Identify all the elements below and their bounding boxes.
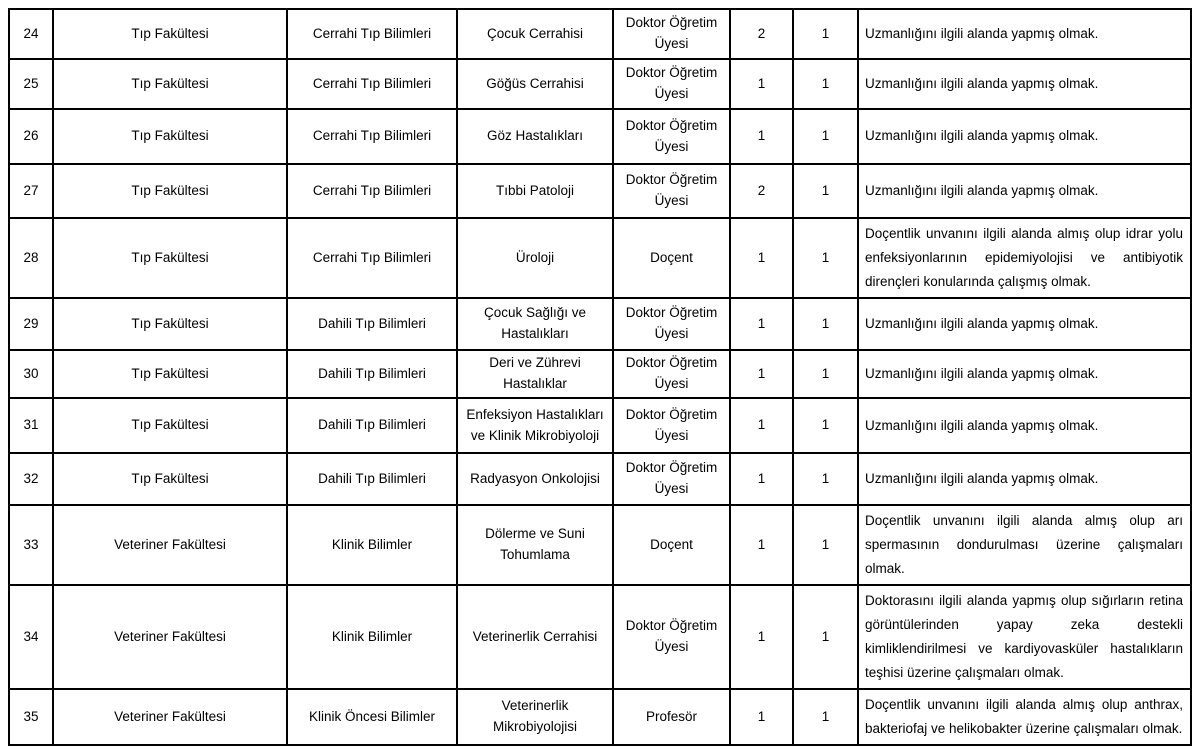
grade-cell: 1 — [793, 298, 858, 350]
grade-cell: 1 — [793, 398, 858, 453]
requirement-cell: Doçentlik unvanını ilgili alanda almış olup idrar yolu enfeksiyonlarının epidemiyolojisi ve antibiyotik dirençleri konularında çalışmış olmak. — [858, 218, 1191, 298]
grade-cell: 1 — [793, 453, 858, 505]
row-number: 30 — [9, 350, 53, 398]
department-cell: Cerrahi Tıp Bilimleri — [287, 109, 457, 164]
row-number: 25 — [9, 59, 53, 109]
program-cell: Üroloji — [457, 218, 613, 298]
title-cell: Doktor Öğretim Üyesi — [613, 109, 730, 164]
program-cell: Çocuk Sağlığı ve Hastalıkları — [457, 298, 613, 350]
title-cell: Doktor Öğretim Üyesi — [613, 9, 730, 59]
faculty-cell: Tıp Fakültesi — [53, 59, 287, 109]
table-row — [9, 505, 1191, 585]
row-number: 29 — [9, 298, 53, 350]
department-cell: Dahili Tıp Bilimleri — [287, 350, 457, 398]
grade-cell: 1 — [793, 59, 858, 109]
count-cell: 2 — [730, 164, 793, 218]
count-cell: 1 — [730, 298, 793, 350]
count-cell: 1 — [730, 585, 793, 689]
table-row — [9, 59, 1191, 109]
table-row — [9, 689, 1191, 745]
program-cell: Radyasyon Onkolojisi — [457, 453, 613, 505]
requirement-cell: Uzmanlığını ilgili alanda yapmış olmak. — [858, 59, 1191, 109]
row-number: 26 — [9, 109, 53, 164]
faculty-cell: Veteriner Fakültesi — [53, 689, 287, 745]
table-body — [9, 9, 1191, 745]
program-cell: Veterinerlik Cerrahisi — [457, 585, 613, 689]
title-cell: Profesör — [613, 689, 730, 745]
requirement-cell: Uzmanlığını ilgili alanda yapmış olmak. — [858, 109, 1191, 164]
faculty-cell: Tıp Fakültesi — [53, 9, 287, 59]
title-cell: Doktor Öğretim Üyesi — [613, 398, 730, 453]
department-cell: Dahili Tıp Bilimleri — [287, 298, 457, 350]
faculty-cell: Tıp Fakültesi — [53, 350, 287, 398]
count-cell: 2 — [730, 9, 793, 59]
program-cell: Deri ve Zührevi Hastalıklar — [457, 350, 613, 398]
department-cell: Klinik Öncesi Bilimler — [287, 689, 457, 745]
department-cell: Klinik Bilimler — [287, 585, 457, 689]
title-cell: Doçent — [613, 505, 730, 585]
table-row — [9, 453, 1191, 505]
title-cell: Doçent — [613, 218, 730, 298]
requirement-cell: Uzmanlığını ilgili alanda yapmış olmak. — [858, 164, 1191, 218]
table-row — [9, 350, 1191, 398]
count-cell: 1 — [730, 350, 793, 398]
count-cell: 1 — [730, 109, 793, 164]
requirement-cell: Doçentlik unvanını ilgili alanda almış olup anthrax, bakteriofaj ve helikobakter üzerine çalışmaları olmak. — [858, 689, 1191, 745]
requirement-cell: Uzmanlığını ilgili alanda yapmış olmak. — [858, 298, 1191, 350]
count-cell: 1 — [730, 398, 793, 453]
title-cell: Doktor Öğretim Üyesi — [613, 59, 730, 109]
faculty-cell: Tıp Fakültesi — [53, 164, 287, 218]
program-cell: Veterinerlik Mikrobiyolojisi — [457, 689, 613, 745]
requirement-cell: Uzmanlığını ilgili alanda yapmış olmak. — [858, 9, 1191, 59]
grade-cell: 1 — [793, 109, 858, 164]
title-cell: Doktor Öğretim Üyesi — [613, 164, 730, 218]
title-cell: Doktor Öğretim Üyesi — [613, 453, 730, 505]
grade-cell: 1 — [793, 164, 858, 218]
count-cell: 1 — [730, 218, 793, 298]
faculty-cell: Tıp Fakültesi — [53, 298, 287, 350]
requirement-cell: Doktorasını ilgili alanda yapmış olup sığırların retina görüntülerinden yapay zeka destekli kimliklendirilmesi ve kardiyovasküler hastalıkların teşhisi üzerine çalışmaları olmak. — [858, 585, 1191, 689]
program-cell: Göğüs Cerrahisi — [457, 59, 613, 109]
department-cell: Cerrahi Tıp Bilimleri — [287, 9, 457, 59]
row-number: 34 — [9, 585, 53, 689]
row-number: 33 — [9, 505, 53, 585]
program-cell: Göz Hastalıkları — [457, 109, 613, 164]
table-row — [9, 164, 1191, 218]
academic-positions-table — [8, 8, 1192, 746]
row-number: 31 — [9, 398, 53, 453]
department-cell: Klinik Bilimler — [287, 505, 457, 585]
table-row — [9, 109, 1191, 164]
title-cell: Doktor Öğretim Üyesi — [613, 350, 730, 398]
table-row — [9, 585, 1191, 689]
row-number: 27 — [9, 164, 53, 218]
row-number: 28 — [9, 218, 53, 298]
row-number: 35 — [9, 689, 53, 745]
grade-cell: 1 — [793, 9, 858, 59]
count-cell: 1 — [730, 689, 793, 745]
grade-cell: 1 — [793, 505, 858, 585]
requirement-cell: Uzmanlığını ilgili alanda yapmış olmak. — [858, 398, 1191, 453]
department-cell: Cerrahi Tıp Bilimleri — [287, 164, 457, 218]
faculty-cell: Veteriner Fakültesi — [53, 505, 287, 585]
count-cell: 1 — [730, 453, 793, 505]
department-cell: Cerrahi Tıp Bilimleri — [287, 218, 457, 298]
department-cell: Dahili Tıp Bilimleri — [287, 453, 457, 505]
row-number: 24 — [9, 9, 53, 59]
title-cell: Doktor Öğretim Üyesi — [613, 298, 730, 350]
table-row — [9, 218, 1191, 298]
grade-cell: 1 — [793, 350, 858, 398]
table-row — [9, 9, 1191, 59]
requirement-cell: Uzmanlığını ilgili alanda yapmış olmak. — [858, 350, 1191, 398]
faculty-cell: Tıp Fakültesi — [53, 398, 287, 453]
program-cell: Tıbbi Patoloji — [457, 164, 613, 218]
requirement-cell: Uzmanlığını ilgili alanda yapmış olmak. — [858, 453, 1191, 505]
requirement-cell: Doçentlik unvanını ilgili alanda almış olup arı spermasının dondurulması üzerine çalışmaları olmak. — [858, 505, 1191, 585]
count-cell: 1 — [730, 505, 793, 585]
table-row — [9, 398, 1191, 453]
count-cell: 1 — [730, 59, 793, 109]
faculty-cell: Tıp Fakültesi — [53, 218, 287, 298]
faculty-cell: Veteriner Fakültesi — [53, 585, 287, 689]
faculty-cell: Tıp Fakültesi — [53, 109, 287, 164]
table-row — [9, 298, 1191, 350]
program-cell: Dölerme ve Suni Tohumlama — [457, 505, 613, 585]
program-cell: Enfeksiyon Hastalıkları ve Klinik Mikrobiyoloji — [457, 398, 613, 453]
grade-cell: 1 — [793, 689, 858, 745]
faculty-cell: Tıp Fakültesi — [53, 453, 287, 505]
department-cell: Cerrahi Tıp Bilimleri — [287, 59, 457, 109]
program-cell: Çocuk Cerrahisi — [457, 9, 613, 59]
department-cell: Dahili Tıp Bilimleri — [287, 398, 457, 453]
grade-cell: 1 — [793, 218, 858, 298]
grade-cell: 1 — [793, 585, 858, 689]
row-number: 32 — [9, 453, 53, 505]
title-cell: Doktor Öğretim Üyesi — [613, 585, 730, 689]
